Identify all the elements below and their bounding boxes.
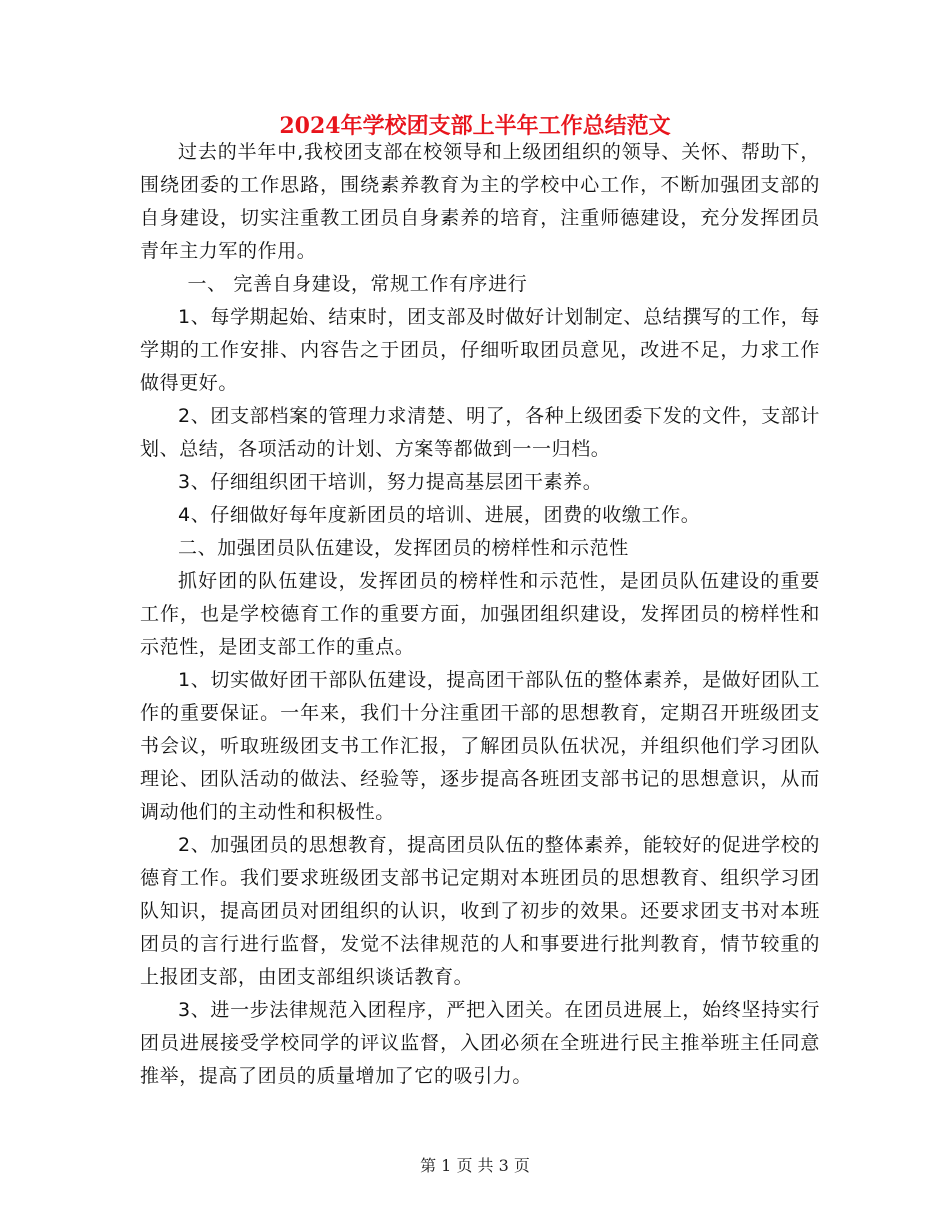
document-title: 2024年学校团支部上半年工作总结范文 bbox=[279, 113, 671, 139]
body-paragraph: 1、每学期起始、结束时，团支部及时做好计划制定、总结撰写的工作，每学期的工作安排、内容告之于团员，仔细听取团员意见，改进不足，力求工作做得更好。 bbox=[140, 306, 820, 394]
section-heading-1: 一、 完善自身建设，常规工作有序进行 bbox=[187, 273, 528, 295]
body-paragraph: 抓好团的队伍建设，发挥团员的榜样性和示范性，是团员队伍建设的重要工作，也是学校德育工作的重要方面，加强团组织建设，发挥团员的榜样性和示范性，是团支部工作的重点。 bbox=[140, 570, 820, 658]
section-heading-2: 二、加强团员队伍建设，发挥团员的榜样性和示范性 bbox=[178, 537, 629, 559]
body-paragraph: 1、切实做好团干部队伍建设，提高团干部队伍的整体素养，是做好团队工作的重要保证。一年来，我们十分注重团干部的思想教育，定期召开班级团支书会议，听取班级团支书工作汇报，了解团员队伍状况，并组织他们学习团队理论、团队活动的做法、经验等，逐步提高各班团支部书记的思想意识，从而调动他们的主动性和积极性。 bbox=[140, 669, 820, 823]
intro-paragraph: 过去的半年中,我校团支部在校领导和上级团组织的领导、关怀、帮助下，围绕团委的工作思路，围绕素养教育为主的学校中心工作，不断加强团支部的自身建设，切实注重教工团员自身素养的培育，注重师德建设，充分发挥团员青年主力军的作用。 bbox=[140, 141, 820, 262]
body-paragraph: 4、仔细做好每年度新团员的培训、进展，团费的收缴工作。 bbox=[178, 504, 701, 526]
page-number-footer: 第 1 页 共 3 页 bbox=[420, 1156, 530, 1175]
body-paragraph: 2、加强团员的思想教育，提高团员队伍的整体素养，能较好的促进学校的德育工作。我们要求班级团支部书记定期对本班团员的思想教育、组织学习团队知识，提高团员对团组织的认识，收到了初步的效果。还要求团支书对本班团员的言行进行监督，发觉不法律规范的人和事要进行批判教育，情节较重的上报团支部，由团支部组织谈话教育。 bbox=[140, 834, 820, 988]
document-body bbox=[140, 136, 820, 1093]
body-paragraph: 3、进一步法律规范入团程序，严把入团关。在团员进展上，始终坚持实行团员进展接受学校同学的评议监督，入团必须在全班进行民主推举班主任同意推举，提高了团员的质量增加了它的吸引力。 bbox=[140, 999, 820, 1087]
body-paragraph: 3、仔细组织团干培训，努力提高基层团干素养。 bbox=[178, 471, 603, 493]
body-paragraph: 2、团支部档案的管理力求清楚、明了，各种上级团委下发的文件，支部计划、总结，各项活动的计划、方案等都做到一一归档。 bbox=[140, 405, 820, 460]
